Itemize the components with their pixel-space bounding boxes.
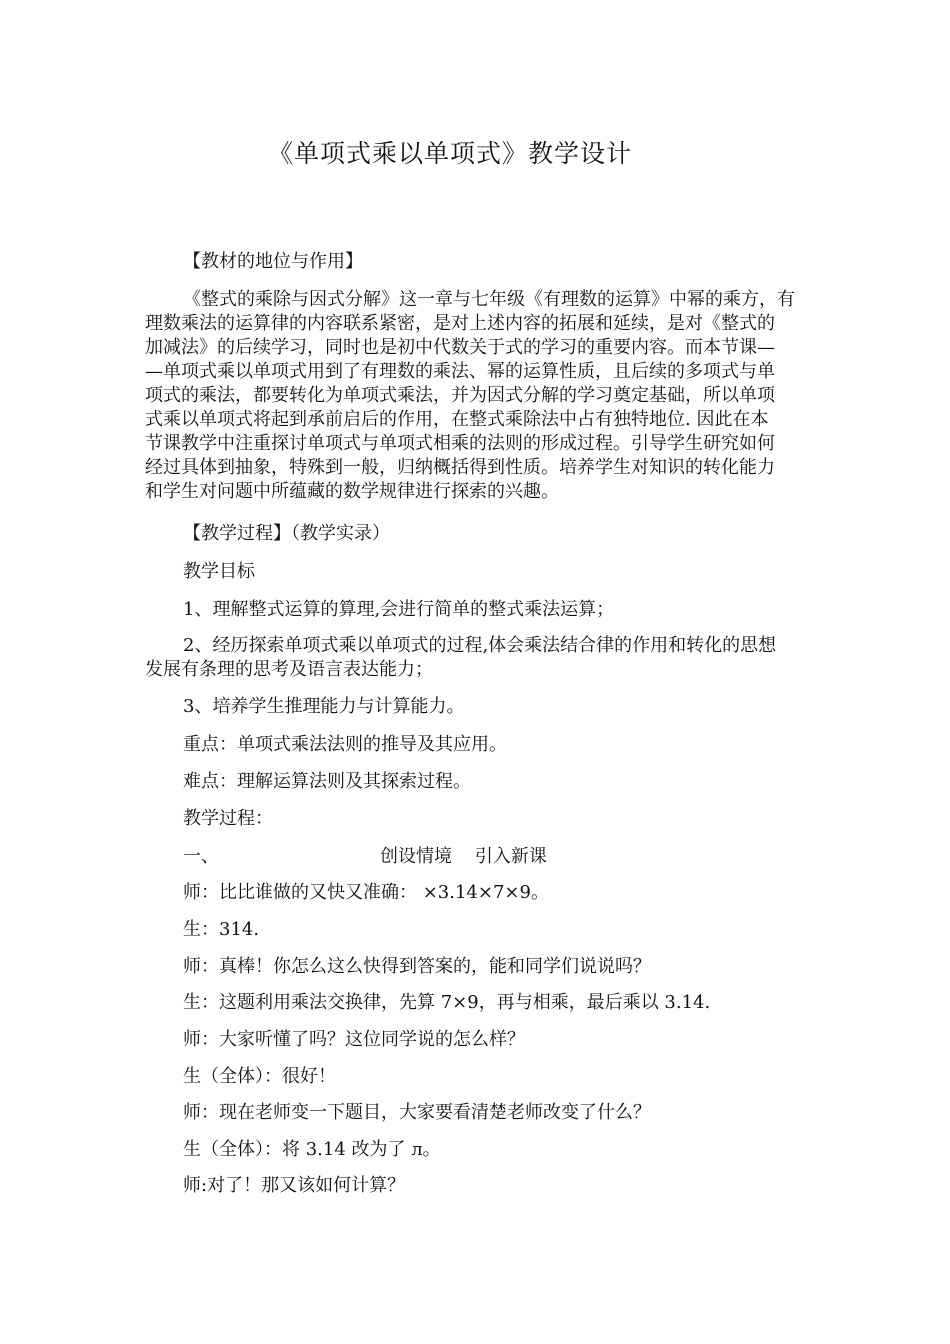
paragraph-line: 理数乘法的运算律的内容联系紧密，是对上述内容的拓展和延续，是对《整式的 [145, 313, 775, 334]
dialogue-line: 师：现在老师变一下题目，大家要看清楚老师改变了什么？ [183, 1102, 651, 1123]
dialogue-line: 师：大家听懂了吗？这位同学说的怎么样？ [183, 1029, 525, 1050]
paragraph-line: 经过具体到抽象，特殊到一般，归纳概括得到性质。培养学生对知识的转化能力 [145, 457, 775, 478]
section-heading-textbook-role: 【教材的地位与作用】 [183, 251, 363, 272]
teaching-goals-label: 教学目标 [183, 561, 255, 582]
dialogue-line: 师：真棒！你怎么这么快得到答案的，能和同学们说说吗？ [183, 956, 651, 977]
difficulty-point: 难点：理解运算法则及其探索过程。 [183, 771, 471, 792]
dialogue-line: 生（全体）：将 3.14 改为了 л。 [183, 1139, 441, 1160]
paragraph-line: 2、经历探索单项式乘以单项式的过程,体会乘法结合律的作用和转化的思想 [183, 635, 777, 656]
dialogue-line: 师:对了！那又该如何计算？ [183, 1175, 406, 1196]
goal-1: 1、理解整式运算的算理,会进行简单的整式乘法运算； [183, 599, 615, 620]
goal-2 [145, 634, 810, 682]
paragraph-line: 发展有条理的思考及语言表达能力； [145, 659, 433, 680]
paragraph-line: 和学生对问题中所蕴藏的数学规律进行探索的兴趣。 [145, 481, 559, 502]
goal-3: 3、培养学生推理能力与计算能力。 [183, 696, 465, 717]
paragraph-line: 项式的乘法，都要转化为单项式乘法，并为因式分解的学习奠定基础，所以单项 [145, 385, 775, 406]
document-title: 《单项式乘以单项式》教学设计 [267, 139, 632, 168]
paragraph-line: 式乘以单项式将起到承前启后的作用，在整式乘除法中占有独特地位. 因此在本 [145, 409, 769, 430]
paragraph-line: 加减法》的后续学习，同时也是初中代数关于式的学习的重要内容。而本节课— [145, 337, 775, 358]
dialogue-line: 生（全体）：很好！ [183, 1066, 336, 1087]
paragraph-line: 节课教学中注重探讨单项式与单项式相乘的法则的形成过程。引导学生研究如何 [145, 433, 775, 454]
process-label: 教学过程： [183, 808, 273, 829]
dialogue-line: 师：比比谁做的又快又准确： ×3.14×7×9。 [183, 882, 549, 903]
dialogue-line: 生：314. [183, 919, 260, 940]
paragraph-line: 《整式的乘除与因式分解》这一章与七年级《有理数的运算》中幂的乘方，有 [183, 289, 795, 310]
dialogue-line: 生：这题利用乘法交换律，先算 7×9，再与相乘，最后乘以 3.14. [183, 992, 711, 1013]
part-1-number: 一、 [183, 846, 219, 867]
section-heading-teaching-process: 【教学过程】（教学实录） [183, 523, 390, 544]
paragraph-line: —单项式乘以单项式用到了有理数的乘法、幂的运算性质，且后续的多项式与单 [145, 361, 775, 382]
key-point: 重点：单项式乘法法则的推导及其应用。 [183, 734, 507, 755]
part-1-title: 创设情境 引入新课 [380, 846, 547, 867]
paragraph-textbook-role [145, 288, 810, 504]
